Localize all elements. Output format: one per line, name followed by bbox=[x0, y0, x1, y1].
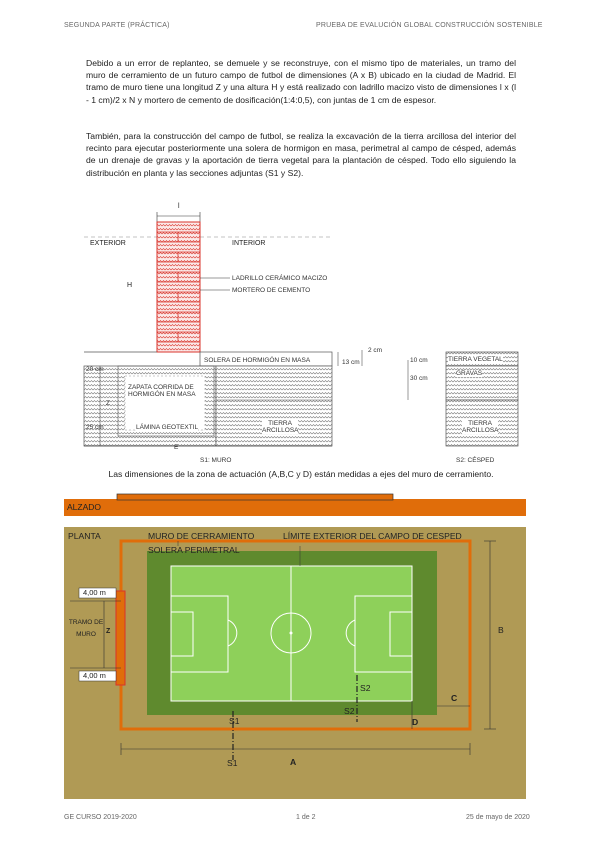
footer-date: 25 de mayo de 2020 bbox=[466, 814, 530, 821]
dim-4m-top-label: 4,00 m bbox=[83, 588, 106, 597]
dim-l-label: l bbox=[178, 203, 180, 210]
tramo-de-muro-label: TRAMO DE MURO bbox=[68, 619, 104, 638]
ladrillo-label: LADRILLO CERÁMICO MACIZO bbox=[232, 275, 328, 282]
dim-2cm-label: 2 cm bbox=[368, 347, 383, 354]
dim-h-label: H bbox=[127, 282, 133, 289]
zapata-label: ZAPATA CORRIDA DE HORMIGÓN EN MASA bbox=[128, 384, 198, 398]
dim-b-label: B bbox=[498, 625, 504, 635]
paragraph-1: Debido a un error de replanteo, se demuele y se reconstruye, con el mismo tipo de materiales, un tramo del muro de cerramiento de un futuro campo de futbol de dimensiones (A x B) ubicado en la ciudad de Madrid. El tramo de muro tiene una longitud Z y una altura H y está realizado con ladrillo macizo visto de dimensiones l x (l - 1 cm)/2 x N y mortero de cemento de dosificación(1:4:0,5), con juntas de 1 cm de espesor. bbox=[86, 58, 516, 105]
dim-e-label: E bbox=[174, 444, 179, 451]
header-right: PRUEBA DE EVALUCIÓN GLOBAL CONSTRUCCIÓN SOSTENIBLE bbox=[316, 22, 543, 29]
dim-4m-bottom-label: 4,00 m bbox=[83, 671, 106, 680]
solera-label: SOLERA DE HORMIGÓN EN MASA bbox=[204, 357, 311, 364]
exterior-label: EXTERIOR bbox=[90, 240, 126, 247]
s1-muro-label: S1: MURO bbox=[200, 457, 232, 464]
mortero-label: MORTERO DE CEMENTO bbox=[232, 287, 311, 294]
s1-top-label: S1 bbox=[229, 716, 240, 726]
dimensions-caption: Las dimensiones de la zona de actuación (A,B,C y D) están medidas a ejes del muro de cerramiento. bbox=[108, 469, 494, 479]
dim-z-label: Z bbox=[106, 628, 111, 635]
gravas-right-label: GRAVAS bbox=[456, 370, 483, 377]
dim-d-label: D bbox=[412, 717, 419, 727]
limite-exterior-label: LÍMITE EXTERIOR DEL CAMPO DE CESPED bbox=[283, 531, 462, 541]
interior-label: INTERIOR bbox=[232, 240, 266, 247]
s1-bottom-label: S1 bbox=[227, 758, 238, 768]
alzado-label: ALZADO bbox=[67, 502, 102, 512]
footer-page: 1 de 2 bbox=[296, 814, 316, 821]
paragraph-2: También, para la construcción del campo de futbol, se realiza la excavación de la tierra arcillosa del interior del recinto para ejecutar posteriormente una solera de hormigon en masa, perimetral al campo de césped, además de un drenaje de gravas y la aportación de tierra vegetal para la plantación de césped. Todo ello siguiendo la distribución en planta y las secciones adjuntas (S1 y S2). bbox=[86, 131, 516, 178]
dim-10cm-label: 10 cm bbox=[410, 357, 428, 364]
s2-left-label: S2 bbox=[344, 706, 355, 716]
s2-top-label: S2 bbox=[360, 683, 371, 693]
dim-z-left-label: Z bbox=[106, 400, 110, 407]
dim-30cm-right-label: 30 cm bbox=[410, 375, 428, 382]
s2-cesped-label: S2: CÉSPED bbox=[456, 457, 495, 464]
tramo-muro-highlight bbox=[116, 591, 125, 685]
solera-perimetral-label: SOLERA PERIMETRAL bbox=[148, 545, 240, 555]
dim-13cm-label: 13 cm bbox=[342, 359, 360, 366]
planta-title: PLANTA bbox=[68, 531, 101, 541]
muro-cerramiento-label: MURO DE CERRAMIENTO bbox=[148, 531, 255, 541]
tierra-vegetal-label: TIERRA VEGETAL bbox=[448, 356, 503, 363]
dim-20cm-label: 20 cm bbox=[86, 366, 104, 373]
tierra-right-label: TIERRA ARCILLOSA bbox=[462, 420, 499, 434]
lamina-label: LÁMINA GEOTEXTIL bbox=[136, 424, 199, 431]
tierra-left-label: TIERRA ARCILLOSA bbox=[262, 420, 299, 434]
header-left: SEGUNDA PARTE (PRÁCTICA) bbox=[64, 22, 170, 29]
dim-25cm-label: 25 cm bbox=[86, 424, 104, 431]
footer-left: GE CURSO 2019-2020 bbox=[64, 814, 137, 821]
dim-a-label: A bbox=[290, 757, 297, 767]
dim-c-label: C bbox=[451, 693, 458, 703]
